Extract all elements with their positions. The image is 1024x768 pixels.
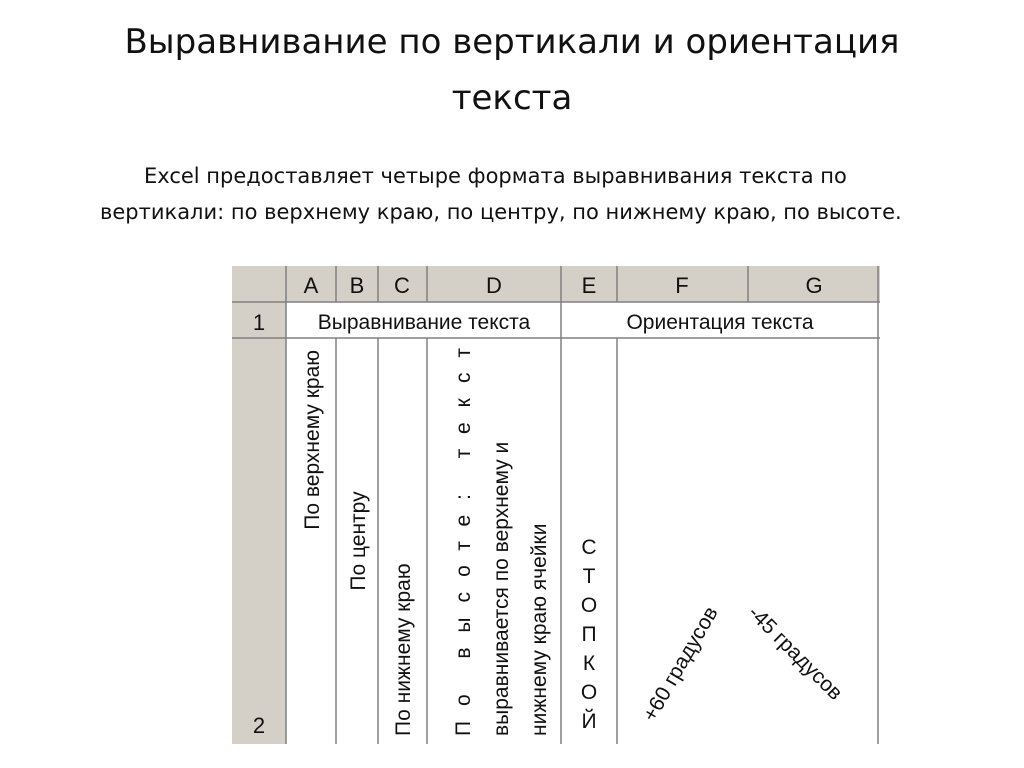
column-header-c[interactable]: C: [394, 273, 410, 298]
cell-f2-plus-60[interactable]: +60 градусов: [638, 602, 723, 726]
select-all-corner[interactable]: [232, 266, 286, 302]
cell-d2-line-1: По высоте: текст: [452, 347, 475, 736]
cell-d2-line-2: выравнивается по верхнему и: [490, 441, 513, 736]
grid-lines: [232, 266, 880, 744]
column-header-bar: [232, 266, 880, 302]
column-header-a[interactable]: A: [303, 273, 319, 298]
cell-g2-minus-45[interactable]: -45 градусов: [743, 601, 847, 705]
cell-e2-stacked[interactable]: [581, 536, 597, 733]
spreadsheet-example: [232, 266, 880, 744]
stacked-letter: О: [580, 594, 598, 617]
intro-paragraph: Excel предоставляет четыре формата выравнивания текста по вертикали: по верхнему краю, по центру, по нижнему краю, по высоте.: [100, 164, 902, 224]
slide-title: [0, 14, 1024, 126]
cell-b2-center-aligned[interactable]: По центру: [347, 491, 370, 591]
stacked-letter: Й: [581, 710, 597, 733]
row-header-1[interactable]: 1: [252, 310, 266, 335]
column-header-d[interactable]: D: [486, 273, 502, 298]
cell-orientation-header[interactable]: Ориентация текста: [626, 311, 814, 334]
stacked-letter: С: [581, 536, 597, 559]
column-header-e[interactable]: E: [581, 273, 597, 298]
column-header-g[interactable]: G: [805, 273, 823, 298]
cell-c2-bottom-aligned[interactable]: По нижнему краю: [392, 563, 415, 736]
cell-d2-line-3: нижнему краю ячейки: [528, 523, 551, 736]
cell-alignment-header[interactable]: Выравнивание текста: [317, 311, 531, 334]
stacked-letter: П: [581, 623, 597, 646]
cell-d2-justified[interactable]: [452, 348, 551, 736]
row-header-bar: [232, 302, 286, 744]
column-header-f[interactable]: F: [675, 273, 689, 298]
column-header-b[interactable]: B: [349, 273, 365, 298]
row-header-2[interactable]: 2: [252, 713, 266, 738]
stacked-letter: Т: [582, 565, 596, 588]
stacked-letter: К: [582, 652, 596, 675]
cell-a2-top-aligned[interactable]: По верхнему краю: [301, 350, 324, 530]
stacked-letter: О: [580, 681, 598, 704]
title-line-1: Выравнивание по вертикали и ориентация: [124, 22, 900, 62]
title-line-2: текста: [451, 78, 573, 118]
